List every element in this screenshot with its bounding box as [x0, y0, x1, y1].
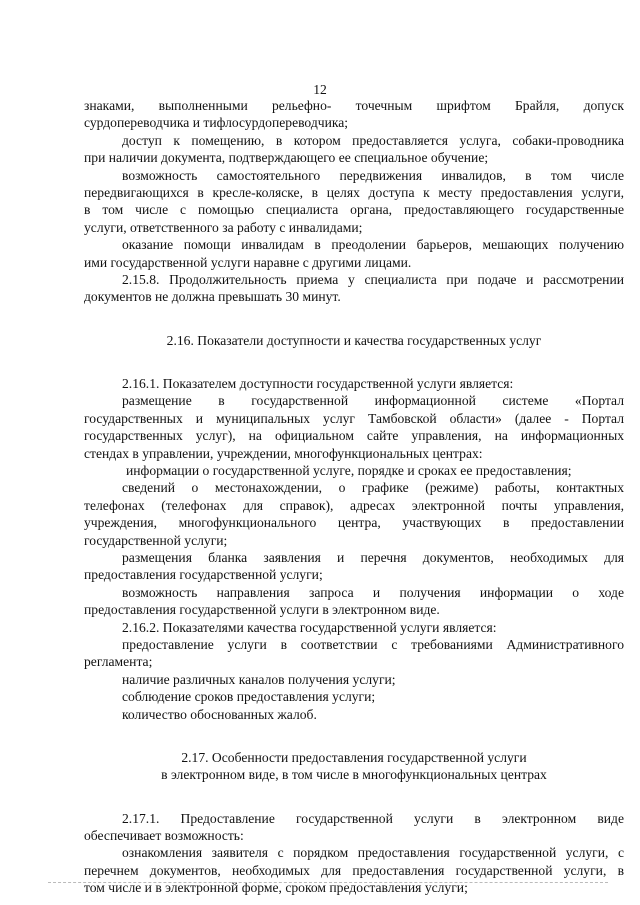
- text-line: 2.16.2. Показателями качества государственной услуги является:: [122, 619, 497, 635]
- text-line: в том числе с помощью специалиста органа, предоставляющего государственные: [84, 202, 624, 218]
- text-line: доступ к помещению, в котором предоставляется услуга, собаки-проводника: [122, 132, 624, 148]
- spacer: [84, 784, 624, 810]
- section-heading-2-16: 2.16. Показатели доступности и качества государственных услуг: [166, 332, 542, 348]
- scan-edge-artifact: [48, 882, 608, 884]
- spacer: [84, 723, 624, 749]
- text-line: 2.15.8. Продолжительность приема у специалиста при подаче и рассмотрении: [122, 271, 624, 287]
- text-line: при наличии документа, подтверждающего ее специальное обучение;: [84, 150, 489, 166]
- text-line: передвигающихся в кресле-коляске, в целях доступа к месту предоставления услуги,: [84, 184, 624, 200]
- text-line: сурдопереводчика и тифлосурдопереводчика;: [84, 115, 349, 131]
- text-line: обеспечивает возможность:: [84, 828, 244, 844]
- section-heading-2-17: 2.17. Особенности предоставления государственной услуги: [181, 749, 527, 765]
- text-line: предоставление услуги в соответствии с требованиями Административного: [122, 636, 624, 652]
- page-number: 12: [313, 82, 327, 97]
- section-heading-2-17-line2: в электронном виде, в том числе в многофункциональных центрах: [161, 767, 547, 783]
- text-line: регламента;: [84, 654, 153, 670]
- text-line: наличие различных каналов получения услуги;: [122, 671, 396, 687]
- text-line: государственных и муниципальных услуг Тамбовской области» (далее - Портал: [84, 410, 624, 426]
- text-line: том числе и в электронной форме, сроком предоставления услуги;: [84, 880, 468, 896]
- text-line: учреждения, многофункционального центра, участвующих в предоставлении: [84, 515, 624, 531]
- text-line: 2.16.1. Показателем доступности государственной услуги является:: [122, 376, 514, 392]
- text-line: возможность самостоятельного передвижения инвалидов, в том числе: [122, 167, 624, 183]
- text-line: соблюдение сроков предоставления услуги;: [122, 689, 376, 705]
- text-line: оказание помощи инвалидам в преодолении барьеров, мешающих получению: [122, 237, 624, 253]
- text-line: телефонах (телефонах для справок), адресах электронной почты управления,: [84, 497, 624, 513]
- text-line: количество обоснованных жалоб.: [122, 706, 317, 722]
- text-line: документов не должна превышать 30 минут.: [84, 289, 341, 305]
- text-line: предоставления государственной услуги в электронном виде.: [84, 602, 440, 618]
- document-body: [84, 97, 624, 897]
- text-line: 2.17.1. Предоставление государственной услуги в электронном виде: [122, 810, 624, 826]
- text-line: государственных услуг), на официальном сайте управления, на информационных: [84, 428, 624, 444]
- text-line: размещение в государственной информационной системе «Портал: [122, 393, 624, 409]
- spacer: [84, 349, 624, 375]
- text-line: знаками, выполненными рельефно- точечным шрифтом Брайля, допуск: [84, 98, 624, 113]
- text-line: сведений о местонахождении, о графике (режиме) работы, контактных: [122, 480, 624, 496]
- spacer: [84, 306, 624, 332]
- text-line: ими государственной услуги наравне с другими лицами.: [84, 254, 412, 270]
- text-line: возможность направления запроса и получения информации о ходе: [122, 584, 624, 600]
- text-line: перечнем документов, необходимых для предоставления государственной услуги, в: [84, 862, 624, 878]
- text-line: стендах в управлении, учреждении, многофункциональных центрах:: [84, 445, 483, 461]
- text-line: размещения бланка заявления и перечня документов, необходимых для: [122, 549, 624, 565]
- text-line: государственной услуги;: [84, 532, 228, 548]
- text-line: информации о государственной услуге, порядке и сроках ее предоставления;: [126, 463, 572, 479]
- text-line: предоставления государственной услуги;: [84, 567, 323, 583]
- text-line: услуги, ответственного за работу с инвалидами;: [84, 219, 363, 235]
- text-line: ознакомления заявителя с порядком предоставления государственной услуги, с: [122, 845, 624, 861]
